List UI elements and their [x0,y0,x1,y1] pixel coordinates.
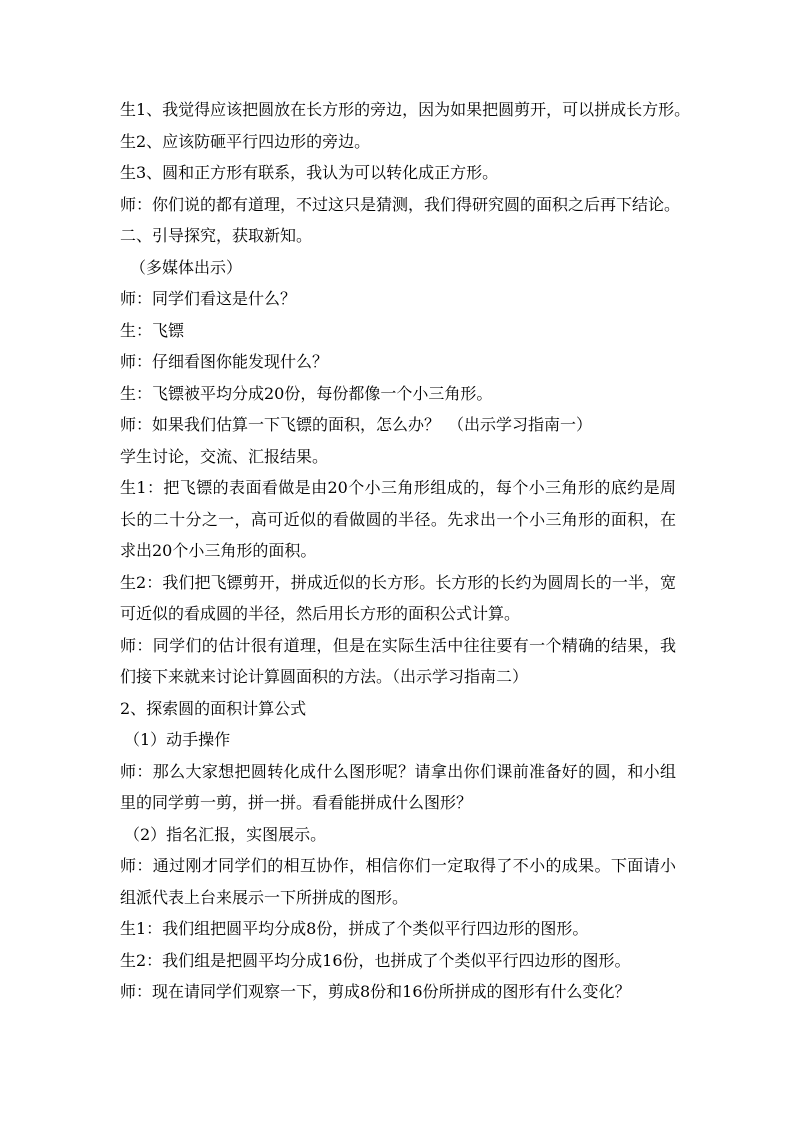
paragraph: 生2：我们把飞镖剪开，拼成近似的长方形。长方形的长约为圆周长的一半，宽可近似的看成圆的半径，然后用长方形的面积公式计算。 [120,572,676,623]
text-line: 生：飞镖被平均分成20份，每份都像一个小三角形。 [120,383,493,403]
document-body [120,94,691,1008]
text-line: 生：飞镖 [120,320,185,340]
subsection-heading: （2）指名汇报，实图展示。 [124,824,327,844]
paragraph: 师：同学们的估计很有道理，但是在实际生活中往往要有一个精确的结果，我们接下来就来讨论计算圆面积的方法。（出示学习指南二） [120,635,676,686]
text-line: 生2：我们组是把圆平均分成16份，也拼成了个类似平行四边形的图形。 [120,950,631,970]
section-heading: 2、探索圆的面积计算公式 [120,698,307,718]
text-line: 学生讨论，交流、汇报结果。 [120,446,329,466]
text-line: 师：同学们看这是什么？ [120,289,297,308]
text-line: 生1：我们组把圆平均分成8份，拼成了个类似平行四边形的图形。 [120,919,589,938]
text-line: 师：仔细看图你能发现什么？ [120,352,329,371]
text-line: 师：如果我们估算一下飞镖的面积，怎么办？ （出示学习指南一） [120,415,593,434]
subsection-heading: （1）动手操作 [124,730,231,749]
paragraph: 生1：把飞镖的表面看做是由20个小三角形组成的，每个小三角形的底约是周长的二十分之一，高可近似的看做圆的半径。先求出一个小三角形的面积，在求出20个小三角形的面积。 [120,478,676,560]
section-heading: 二、引导探究，获取新知。 [120,226,313,245]
paragraph: 师：通过刚才同学们的相互协作，相信你们一定取得了不小的成果。下面请小组派代表上台来展示一下所拼成的图形。 [120,856,676,907]
text-line: 生3、圆和正方形有联系，我认为可以转化成正方形。 [120,163,499,182]
text-line: 师：你们说的都有道理，不过这只是猜测，我们得研究圆的面积之后再下结论。 [120,194,681,214]
text-line: 生1、我觉得应该把圆放在长方形的旁边，因为如果把圆剪开，可以拼成长方形。 [120,100,691,119]
text-line: 生2、应该防砸平行四边形的旁边。 [120,131,371,151]
paragraph: 师：那么大家想把圆转化成什么图形呢？请拿出你们课前准备好的圆，和小组里的同学剪一剪，拼一拼。看看能拼成什么图形？ [120,761,676,812]
text-line: （多媒体出示） [130,257,243,277]
text-line: 师：现在请同学们观察一下，剪成8份和16份所拼成的图形有什么变化？ [120,982,631,1001]
